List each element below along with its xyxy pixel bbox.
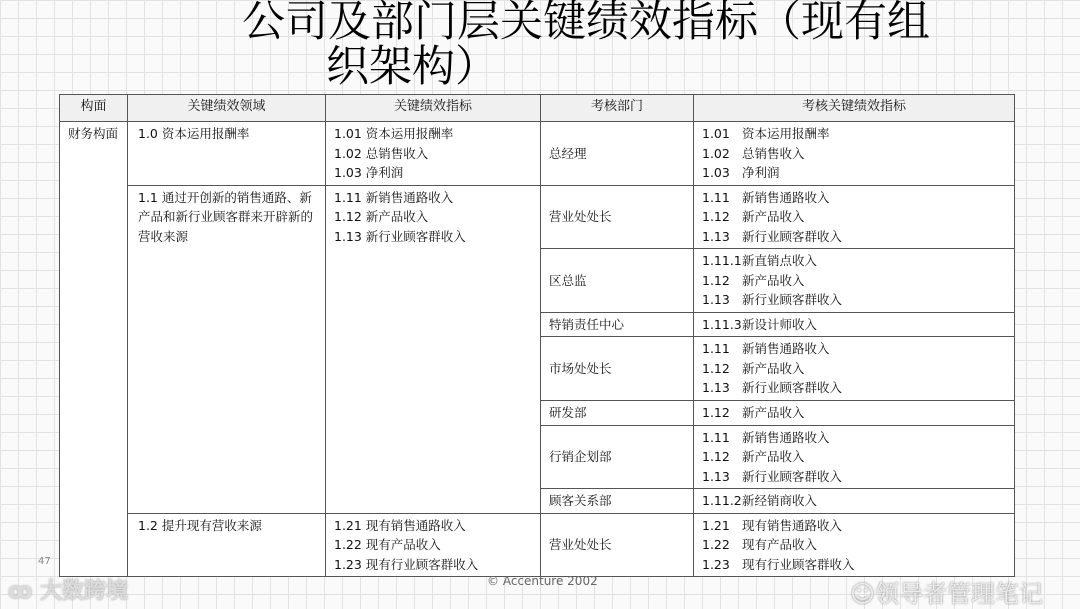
dept-kpi-item: 1.12 新产品收入 bbox=[702, 449, 805, 464]
dept-kpi-item: 1.11 新销售通路收入 bbox=[702, 189, 830, 205]
kpi-item: 1.01 资本运用报酬率 bbox=[334, 126, 454, 141]
dept-kpi-item: 1.12 新产品收入 bbox=[702, 360, 805, 376]
table-row bbox=[60, 513, 1015, 577]
dept-kpi-item: 1.23 现有行业顾客群收入 bbox=[702, 556, 855, 572]
header-cell: 考核关键绩效指标 bbox=[694, 95, 1015, 122]
page-number: 47 bbox=[38, 556, 51, 567]
department-cell: 营业处处长 bbox=[541, 185, 694, 249]
department-cell: 区总监 bbox=[541, 249, 694, 313]
header-cell: 关键绩效领域 bbox=[128, 95, 326, 122]
title-line-1: 公司及部门层关键绩效指标（现有组 bbox=[242, 0, 930, 47]
kpi-item: 1.13 新行业顾客群收入 bbox=[334, 228, 466, 244]
department-cell: 顾客关系部 bbox=[541, 489, 694, 514]
area-cell: 1.0 资本运用报酬率 bbox=[128, 122, 326, 186]
kpi-item: 1.21 现有销售通路收入 bbox=[334, 517, 466, 533]
dept-kpi-cell bbox=[694, 249, 1015, 313]
dept-kpi-item: 1.13 新行业顾客群收入 bbox=[702, 380, 843, 395]
dept-kpi-item: 1.12 新产品收入 bbox=[702, 209, 805, 224]
department-cell: 市场处处长 bbox=[541, 337, 694, 401]
kpi-cell bbox=[326, 513, 541, 577]
dept-kpi-item: 1.02 总销售收入 bbox=[702, 145, 805, 161]
title-line-2: 织架构） bbox=[326, 42, 498, 92]
dept-kpi-cell bbox=[694, 312, 1015, 337]
kpi-item: 1.02 总销售收入 bbox=[334, 145, 429, 161]
header-cell: 构面 bbox=[60, 95, 128, 122]
dept-kpi-item: 1.11 新销售通路收入 bbox=[702, 429, 830, 445]
dept-kpi-item: 1.11 新销售通路收入 bbox=[702, 341, 830, 356]
kpi-item: 1.23 现有行业顾客群收入 bbox=[334, 556, 479, 572]
department-cell: 营业处处长 bbox=[541, 513, 694, 577]
copyright-footer: © Accenture 2002 bbox=[487, 574, 598, 588]
dept-kpi-item: 1.12 新产品收入 bbox=[702, 272, 805, 288]
kpi-item: 1.11 新销售通路收入 bbox=[334, 189, 454, 205]
dept-kpi-item: 1.13 新行业顾客群收入 bbox=[702, 468, 843, 484]
dept-kpi-cell bbox=[694, 489, 1015, 514]
watermark-wechat: ☺领导者管理笔记 bbox=[850, 580, 1044, 608]
kpi-item: 1.03 净利润 bbox=[334, 165, 404, 180]
table-row bbox=[60, 185, 1015, 249]
dept-kpi-cell bbox=[694, 425, 1015, 489]
kpi-item: 1.22 现有产品收入 bbox=[334, 537, 441, 552]
dept-kpi-item: 1.22 现有产品收入 bbox=[702, 537, 818, 552]
dept-kpi-item: 1.01 资本运用报酬率 bbox=[702, 126, 830, 141]
dept-kpi-item: 1.11.2新经销商收入 bbox=[702, 493, 818, 508]
dept-kpi-item: 1.11.3新设计师收入 bbox=[702, 316, 818, 332]
kpi-cell bbox=[326, 185, 541, 513]
kpi-cell bbox=[326, 122, 541, 186]
table-header-row bbox=[60, 95, 1015, 122]
watermark-logo: ꝏ 大数跨境 bbox=[8, 579, 129, 604]
dept-kpi-item: 1.13 新行业顾客群收入 bbox=[702, 292, 843, 307]
dept-kpi-cell bbox=[694, 337, 1015, 401]
dept-kpi-item: 1.12 新产品收入 bbox=[702, 404, 805, 420]
page-title bbox=[242, 0, 1062, 90]
dept-kpi-cell bbox=[694, 513, 1015, 577]
kpi-item: 1.12 新产品收入 bbox=[334, 209, 429, 224]
kpi-table bbox=[59, 94, 1015, 577]
department-cell: 总经理 bbox=[541, 122, 694, 186]
dept-kpi-item: 1.21 现有销售通路收入 bbox=[702, 517, 843, 533]
header-cell: 关键绩效指标 bbox=[326, 95, 541, 122]
watermark-text: 大数跨境 bbox=[40, 579, 129, 604]
header-cell: 考核部门 bbox=[541, 95, 694, 122]
area-cell: 1.1 通过开创新的销售通路、新产品和新行业顾客群来开辟新的营收来源 bbox=[128, 185, 326, 513]
area-cell: 1.2 提升现有营收来源 bbox=[128, 513, 326, 577]
watermark-text: 领导者管理笔记 bbox=[875, 580, 1044, 608]
department-cell: 特销责任中心 bbox=[541, 312, 694, 337]
dept-kpi-cell bbox=[694, 122, 1015, 186]
dept-kpi-item: 1.13 新行业顾客群收入 bbox=[702, 228, 843, 244]
department-cell: 行销企划部 bbox=[541, 425, 694, 489]
facet-cell: 财务构面 bbox=[60, 122, 128, 577]
dept-kpi-item: 1.11.1新直销点收入 bbox=[702, 253, 818, 268]
table-row bbox=[60, 122, 1015, 186]
dept-kpi-cell bbox=[694, 400, 1015, 425]
department-cell: 研发部 bbox=[541, 400, 694, 425]
dept-kpi-cell bbox=[694, 185, 1015, 249]
dept-kpi-item: 1.03 净利润 bbox=[702, 165, 780, 180]
